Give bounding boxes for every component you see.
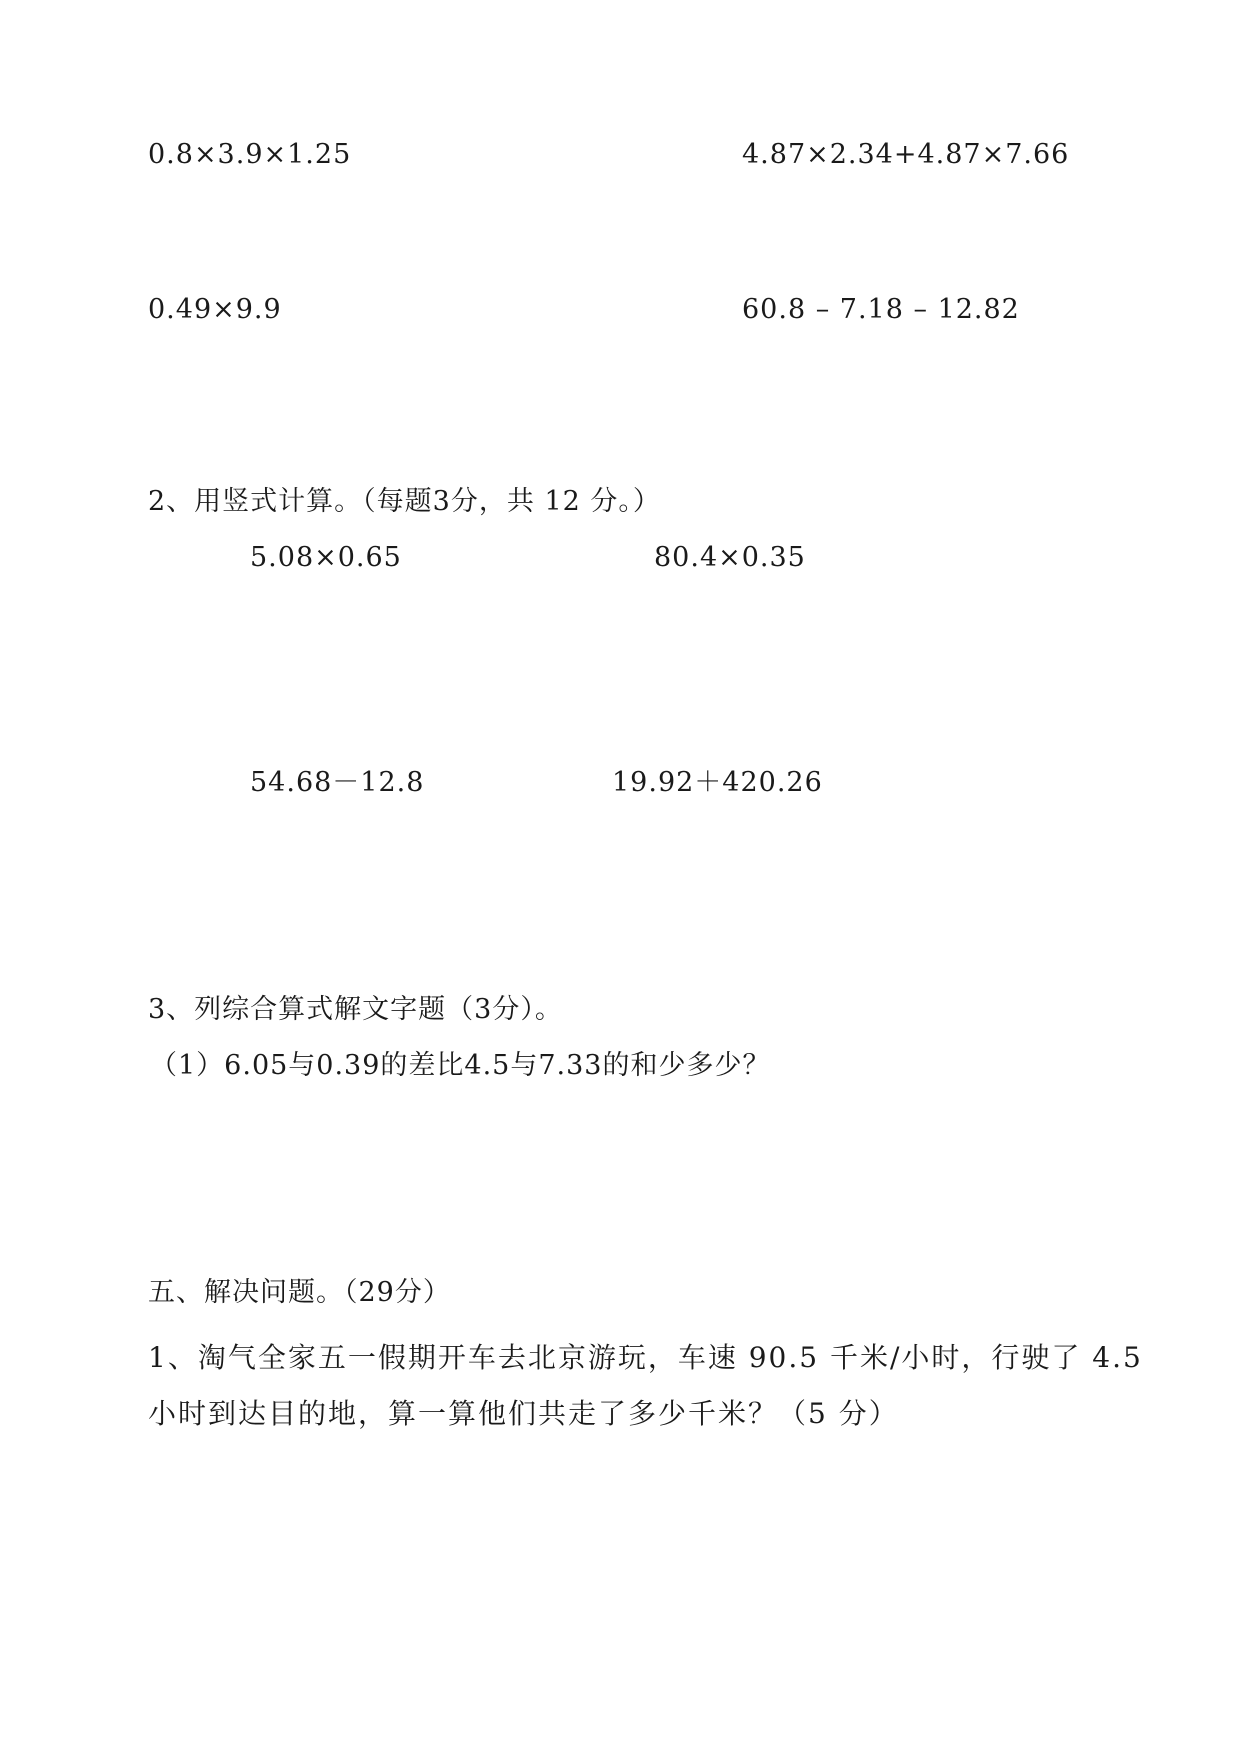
expr-0.8x3.9x1.25: 0.8×3.9×1.25 [148, 139, 352, 170]
question-3-title: 3、列综合算式解文字题（3分）。 [148, 994, 563, 1025]
vertical-calc-item-3: 54.68－12.8 [250, 767, 425, 798]
question-2-title: 2、用竖式计算。（每题3分，共 12 分。） [148, 486, 661, 517]
question-3-sub-1: （1）6.05与0.39的差比4.5与7.33的和少多少？ [150, 1050, 771, 1081]
vertical-calc-item-1: 5.08×0.65 [250, 542, 402, 573]
problem-1-line-2: 小时到达目的地，算一算他们共走了多少千米？（5 分） [148, 1397, 899, 1430]
section-5-title: 五、解决问题。（29分） [148, 1277, 451, 1308]
expr-0.49x9.9: 0.49×9.9 [148, 294, 282, 325]
expr-60.8-minus-7.18-minus-12.82: 60.8 – 7.18 – 12.82 [742, 294, 1020, 325]
vertical-calc-item-2: 80.4×0.35 [654, 542, 806, 573]
expr-4.87x2.34-plus-4.87x7.66: 4.87×2.34+4.87×7.66 [742, 139, 1070, 170]
vertical-calc-item-4: 19.92＋420.26 [612, 767, 823, 798]
problem-1-line-1: 1、淘气全家五一假期开车去北京游玩，车速 90.5 千米/小时，行驶了 4.5 [148, 1341, 1143, 1374]
